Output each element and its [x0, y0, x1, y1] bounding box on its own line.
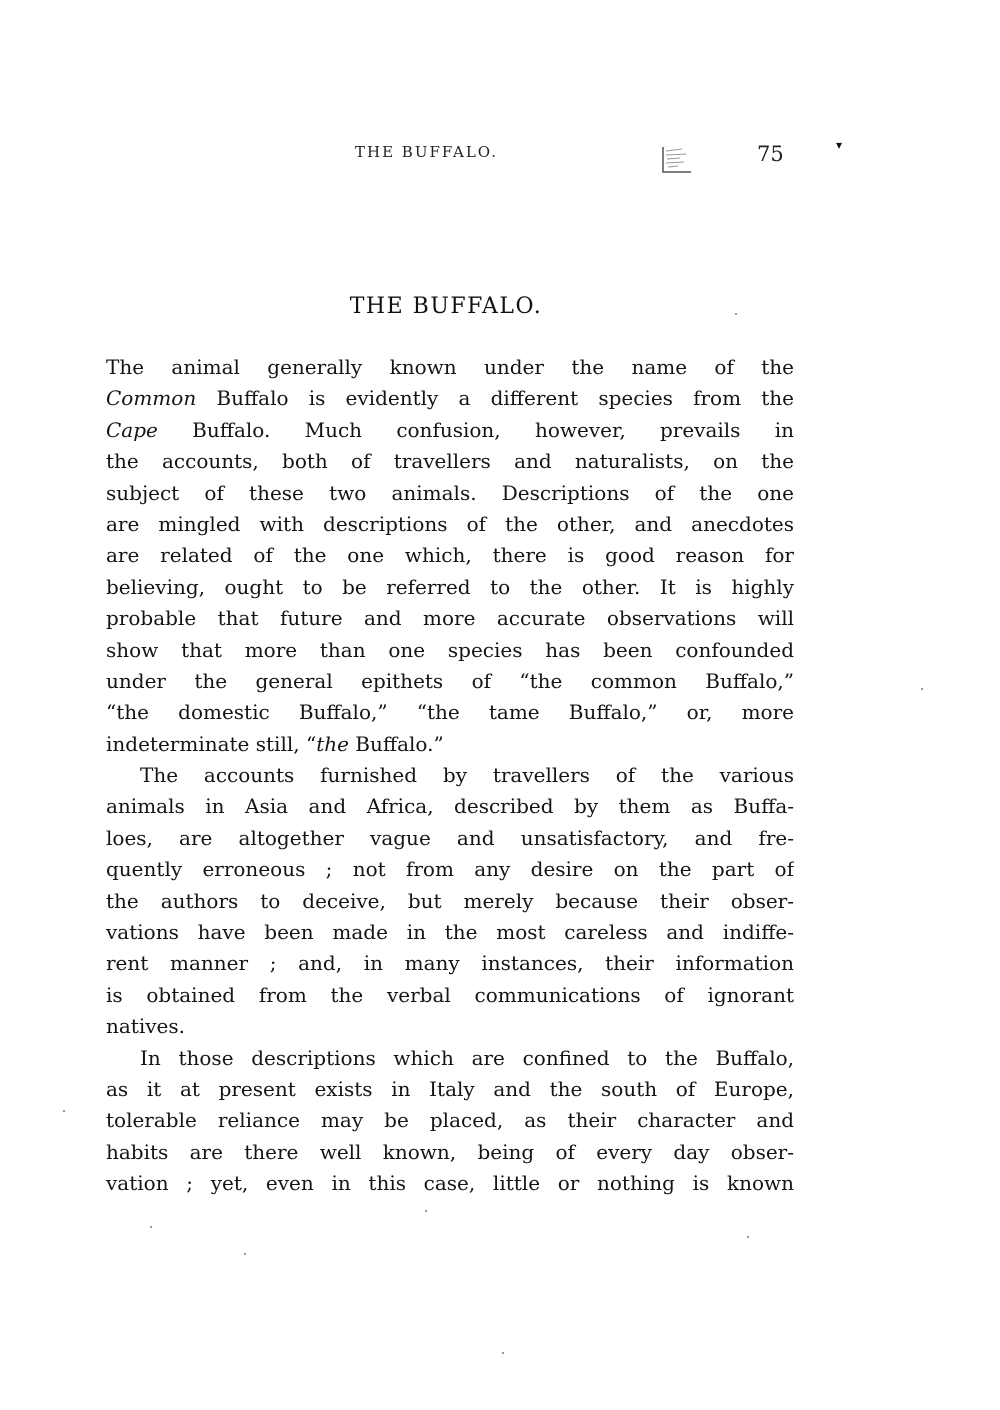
text-run: “the domestic Buffalo,” “the tame Buffalo,” or, more [106, 700, 794, 725]
text-line [106, 478, 794, 509]
text-run: are mingled with descriptions of the other, and anecdotes [106, 511, 794, 536]
text-line [106, 823, 794, 854]
text-line [106, 760, 794, 791]
text-run: quently erroneous ; not from any desire on the part of [106, 857, 794, 882]
text-line [106, 791, 794, 822]
text-run: loes, are altogether vague and unsatisfactory, and fre- [106, 825, 794, 850]
text-line [106, 446, 794, 477]
text-line [106, 729, 794, 760]
text-run: subject of these two animals. Descriptions of the one [106, 480, 794, 505]
page-number: 75 [757, 142, 784, 166]
text-run: The animal generally known under the name of the [106, 355, 794, 379]
text-run: as it at present exists in Italy and the south of Europe, [106, 1076, 794, 1101]
text-line [106, 1168, 794, 1199]
text-run: believing, ought to be referred to the other. It is highly [106, 574, 794, 599]
text-run: the authors to deceive, but merely because their obser- [106, 888, 794, 913]
text-run: animals in Asia and Africa, described by them as Buffa- [106, 794, 794, 819]
italic-word: Common [106, 386, 197, 411]
text-run: are related of the one which, there is good reason for [106, 543, 794, 568]
text-line [106, 697, 794, 728]
text-run: vations have been made in the most careless and indiffe- [106, 920, 794, 945]
text-line [106, 854, 794, 885]
corner-mark-icon: ▾ [836, 138, 843, 152]
text-run: the accounts, both of travellers and naturalists, on the [106, 449, 794, 474]
text-line [106, 666, 794, 697]
text-line [106, 352, 794, 383]
italic-word: the [316, 731, 349, 756]
italic-word: Cape [106, 417, 158, 442]
text-line [106, 383, 794, 414]
text-line [106, 635, 794, 666]
text-line [106, 572, 794, 603]
text-run: tolerable reliance may be placed, as their character and [106, 1108, 794, 1133]
text-run: habits are there well known, being of every day obser- [106, 1139, 794, 1164]
text-run: indeterminate still, “ [106, 731, 317, 756]
text-line [106, 415, 794, 446]
text-line [106, 540, 794, 571]
text-run: rent manner ; and, in many instances, their information [106, 951, 794, 976]
text-run: under the general epithets of “the common Buffalo,” [106, 668, 794, 693]
running-head: THE BUFFALO. [355, 143, 498, 161]
text-line [106, 886, 794, 917]
text-line [106, 1137, 794, 1168]
text-run: Buffalo.” [348, 731, 444, 756]
text-line [106, 980, 794, 1011]
text-line [106, 1011, 794, 1042]
text-line [106, 948, 794, 979]
text-line [106, 1074, 794, 1105]
text-run: The accounts furnished by travellers of the various [140, 763, 794, 788]
text-line [106, 509, 794, 540]
text-line [106, 603, 794, 634]
text-run: probable that future and more accurate observations will [106, 606, 794, 631]
text-run: In those descriptions which are confined to the Buffalo, [140, 1045, 794, 1070]
library-stamp-icon [660, 144, 694, 174]
body-text [106, 352, 794, 1200]
text-line [106, 917, 794, 948]
text-line [106, 1105, 794, 1136]
text-run: Buffalo is evidently a different species from the [196, 386, 794, 411]
text-run: show that more than one species has been confounded [106, 637, 794, 662]
text-run: Buffalo. Much confusion, however, prevails in [157, 417, 794, 442]
text-line [106, 1043, 794, 1074]
chapter-title: THE BUFFALO. [349, 294, 543, 319]
text-run: vation ; yet, even in this case, little or nothing is known [106, 1171, 794, 1196]
text-run: is obtained from the verbal communications of ignorant [106, 982, 794, 1007]
text-run: natives. [106, 1014, 185, 1039]
